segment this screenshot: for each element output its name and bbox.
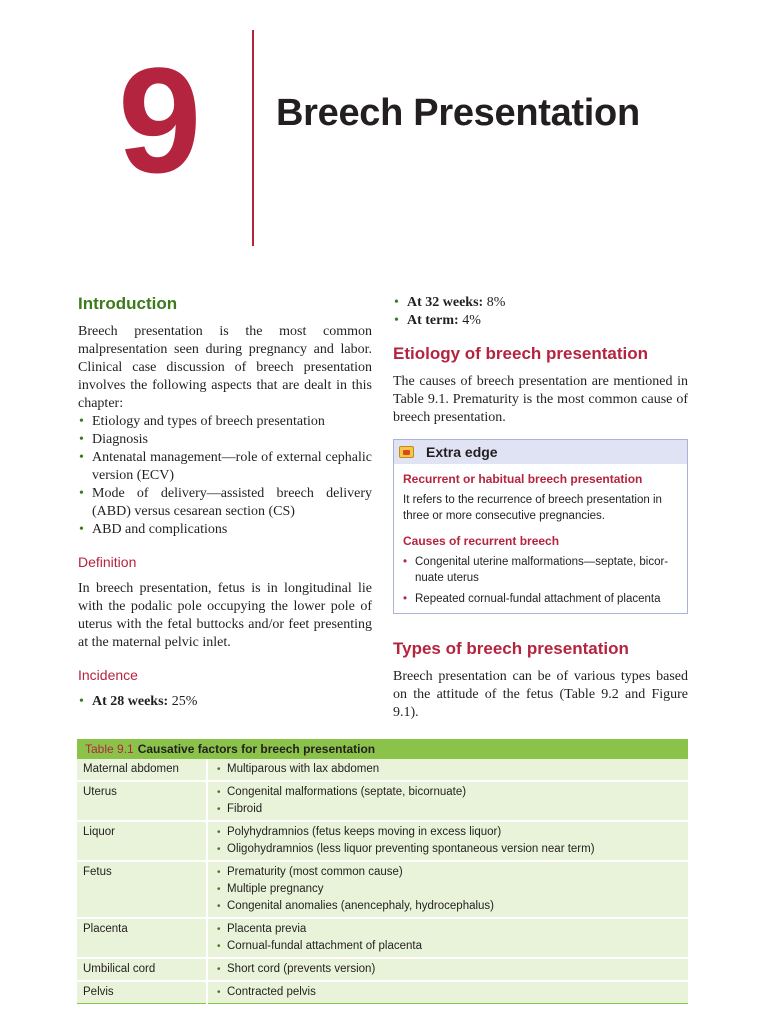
causes-cell: • Contracted pelvis	[207, 981, 688, 1004]
introduction-list	[78, 413, 372, 539]
causative-factors-table	[77, 739, 688, 1004]
list-item: • Etiology and types of breech presentation	[79, 414, 325, 429]
bullet-icon: •	[79, 522, 84, 537]
extra-edge-title: Extra edge	[426, 444, 498, 460]
bullet-icon: •	[79, 414, 84, 429]
introduction-paragraph: Breech presentation is the most common malpresentation seen during pregnancy and labor. Clinical case discussion of breech presentation involves the following aspects that are dealt in this chapter:	[78, 324, 372, 411]
list-item: • Repeated cornual-fundal attachment of placenta	[403, 593, 661, 605]
table-row	[77, 958, 688, 981]
bullet-icon: •	[79, 432, 84, 447]
incidence-heading: Incidence	[78, 667, 138, 683]
right-column	[393, 294, 688, 722]
table-title: Causative factors for breech presentation	[137, 742, 376, 756]
list-item: • At 28 weeks: 25%	[79, 694, 198, 709]
left-column	[78, 290, 372, 711]
list-item: • At 32 weeks: 8%	[394, 295, 506, 310]
bullet-icon: •	[217, 827, 221, 838]
table-number: Table 9.1	[85, 742, 134, 756]
list-item: • At term: 4%	[394, 313, 481, 328]
etiology-heading: Etiology of breech presentation	[393, 344, 649, 363]
list-item: • ABD and complications	[79, 522, 228, 537]
bullet-icon: •	[217, 901, 221, 912]
bullet-icon: •	[217, 804, 221, 815]
incidence-list	[78, 693, 372, 711]
factor-cell: Pelvis	[77, 981, 207, 1004]
factor-cell: Liquor	[77, 821, 207, 861]
table-row	[77, 821, 688, 861]
extra-edge-subheading-recurrent: Recurrent or habitual breech presentation	[403, 472, 643, 486]
bullet-icon: •	[217, 941, 221, 952]
bullet-icon: •	[217, 844, 221, 855]
extra-edge-box	[393, 439, 688, 614]
extra-edge-body	[394, 464, 687, 613]
table-row	[77, 981, 688, 1004]
definition-paragraph: In breech presentation, fetus is in longitudinal lie with the podalic pole occupying the lower pole of uterus with the fetal buttocks and/or feet presenting at the maternal pelvic inlet.	[78, 581, 372, 650]
table-row	[77, 918, 688, 958]
chapter-title: Breech Presentation	[276, 92, 640, 134]
bullet-icon: •	[79, 694, 84, 709]
bullet-icon: •	[217, 867, 221, 878]
etiology-paragraph: The causes of breech presentation are mentioned in Table 9.1. Prematurity is the most common cause of breech presentation.	[393, 374, 688, 425]
bullet-icon: •	[217, 924, 221, 935]
types-paragraph: Breech presentation can be of various types based on the attitude of the fetus (Table 9.2 and Figure 9.1).	[393, 669, 688, 720]
bullet-icon: •	[403, 593, 408, 605]
bullet-icon: •	[394, 295, 399, 310]
bullet-icon: •	[403, 556, 408, 568]
table-row	[77, 861, 688, 918]
causes-cell: • Prematurity (most common cause) • Multiple pregnancy • Congenital anomalies (anencephaly, hydrocephalus)	[207, 861, 688, 918]
list-item: • Diagnosis	[79, 432, 148, 447]
incidence-list-continued	[393, 294, 688, 330]
table-row	[77, 759, 688, 781]
bullet-icon: •	[217, 787, 221, 798]
factor-cell: Maternal abdomen	[77, 759, 207, 781]
extra-edge-text: It refers to the recurrence of breech presentation in three or more consecutive pregnancies.	[403, 494, 662, 522]
note-card-icon	[398, 444, 416, 460]
causes-cell: • Polyhydramnios (fetus keeps moving in excess liquor) • Oligohydramnios (less liquor preventing spontaneous version near term)	[207, 821, 688, 861]
bullet-icon: •	[79, 486, 84, 501]
bullet-icon: •	[79, 450, 84, 465]
causes-cell: • Short cord (prevents version)	[207, 958, 688, 981]
extra-edge-subheading-causes: Causes of recurrent breech	[403, 534, 560, 548]
introduction-heading: Introduction	[78, 294, 178, 313]
factor-cell: Uterus	[77, 781, 207, 821]
causes-cell: • Multiparous with lax abdomen	[207, 759, 688, 781]
types-heading: Types of breech presentation	[393, 639, 629, 658]
bullet-icon: •	[217, 964, 221, 975]
chapter-number: 9	[118, 36, 202, 204]
list-item: • Mode of delivery—assisted breech delivery (ABD) versus cesarean section (CS)	[79, 486, 372, 519]
list-item: • Congenital uterine malformations—septate, bicor-nuate uterus	[403, 556, 669, 584]
factor-cell: Fetus	[77, 861, 207, 918]
table-row	[77, 781, 688, 821]
bullet-icon: •	[394, 313, 399, 328]
bullet-icon: •	[217, 764, 221, 775]
causes-cell: • Placenta previa • Cornual-fundal attachment of placenta	[207, 918, 688, 958]
list-item: • Antenatal management—role of external cephalic version (ECV)	[79, 450, 372, 483]
bullet-icon: •	[217, 987, 221, 998]
extra-edge-list	[403, 554, 678, 607]
factor-cell: Placenta	[77, 918, 207, 958]
definition-heading: Definition	[78, 554, 137, 570]
causes-cell: • Congenital malformations (septate, bicornuate) • Fibroid	[207, 781, 688, 821]
chapter-divider	[252, 30, 254, 246]
extra-edge-header	[394, 440, 687, 464]
table-caption	[77, 739, 688, 759]
factor-cell: Umbilical cord	[77, 958, 207, 981]
bullet-icon: •	[217, 884, 221, 895]
